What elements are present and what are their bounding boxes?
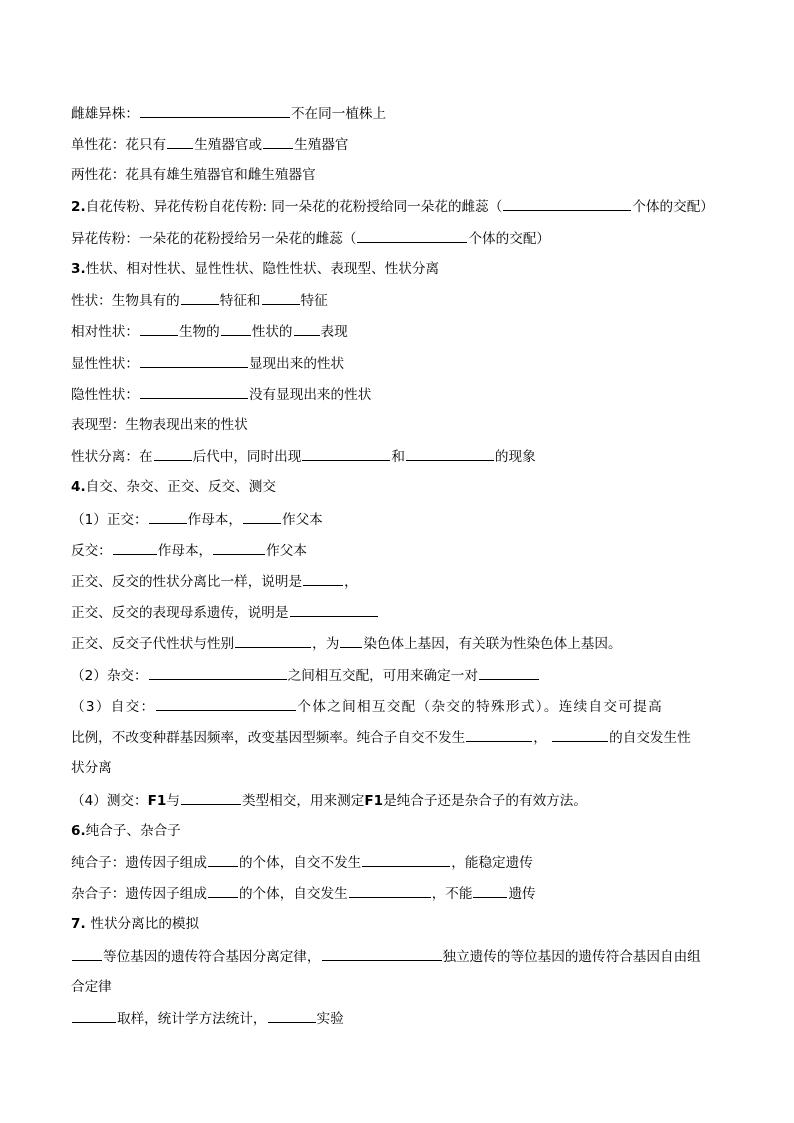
text-segment: 两性花：花具有雄生殖器官和雌生殖器官 <box>71 167 316 183</box>
text-line-l2 <box>71 135 349 154</box>
fill-in-blank[interactable] <box>479 666 539 680</box>
text-segment: 和 <box>391 449 405 465</box>
text-line-l1 <box>71 104 386 123</box>
text-segment: 等位基因的遗传符合基因分离定律， <box>103 949 321 965</box>
text-segment: 的现象 <box>494 449 536 465</box>
text-segment: 正交、反交的性状分离比一样，说明是 <box>71 574 303 590</box>
fill-in-blank[interactable] <box>552 728 608 742</box>
text-segment: 是纯合子还是杂合子的有效方法。 <box>383 793 587 809</box>
text-line-l10 <box>71 385 371 404</box>
text-segment: 显现出来的性状 <box>248 356 345 372</box>
fill-in-blank[interactable] <box>362 853 450 867</box>
text-line-l29 <box>71 978 112 996</box>
text-segment: 与 <box>166 793 180 809</box>
fill-in-blank[interactable] <box>72 1009 116 1023</box>
text-line-l6 <box>71 260 439 278</box>
text-segment: 相对性状： <box>71 324 139 340</box>
text-line-l28 <box>71 947 701 966</box>
fill-in-blank[interactable] <box>167 135 193 149</box>
text-segment: 反交： <box>71 543 112 559</box>
text-segment: 杂合子：遗传因子组成 <box>71 886 207 902</box>
text-segment: 后代中，同时出现 <box>192 449 302 465</box>
fill-in-blank[interactable] <box>322 947 442 961</box>
text-line-l23 <box>71 791 587 810</box>
text-segment: 作父本 <box>282 512 323 528</box>
fill-in-blank[interactable] <box>208 853 238 867</box>
text-line-l30 <box>71 1009 344 1028</box>
text-line-l26 <box>71 884 536 903</box>
text-segment: 遗传 <box>508 886 536 902</box>
text-segment: 显性性状： <box>71 356 139 372</box>
text-segment: ， <box>344 574 358 590</box>
text-segment: 自花传粉、异花传粉自花传粉: 同一朵花的花粉授给同一朵花的雌蕊（ <box>85 199 503 215</box>
text-segment: 之间相互交配，可用来确定一对 <box>287 668 478 684</box>
fill-in-blank[interactable] <box>149 666 287 680</box>
fill-in-blank[interactable] <box>349 884 431 898</box>
text-segment: 个体之间相互交配（杂交的特殊形式）。连续自交可提高 <box>297 699 663 715</box>
fill-in-blank[interactable] <box>181 791 241 805</box>
section-number: 7. <box>71 916 91 932</box>
fill-in-blank[interactable] <box>303 572 343 586</box>
text-segment: 自交、杂交、正交、反交、测交 <box>85 479 276 495</box>
text-segment: 性状分离比的模拟 <box>90 916 200 932</box>
text-segment: 个体的交配） <box>468 231 551 247</box>
fill-in-blank[interactable] <box>466 728 532 742</box>
text-segment: （4）测交： <box>71 793 148 809</box>
text-segment: ，不能 <box>431 886 473 902</box>
text-segment: （3）自交： <box>71 699 156 715</box>
section-number: F1 <box>364 793 384 809</box>
section-number: 6. <box>71 823 86 839</box>
fill-in-blank[interactable] <box>113 541 157 555</box>
fill-in-blank[interactable] <box>262 291 300 305</box>
text-line-l5 <box>71 229 550 248</box>
text-segment: （1）正交： <box>71 512 148 528</box>
text-line-l21 <box>71 728 691 747</box>
fill-in-blank[interactable] <box>503 197 631 211</box>
fill-in-blank[interactable] <box>290 603 378 617</box>
text-segment: 取样，统计学方法统计， <box>117 1011 267 1027</box>
text-segment: 正交、反交的表现母系遗传，说明是 <box>71 605 289 621</box>
fill-in-blank[interactable] <box>149 510 187 524</box>
fill-in-blank[interactable] <box>302 447 390 461</box>
text-segment: 独立遗传的等位基因的遗传符合基因自由组 <box>442 949 701 965</box>
text-line-l7 <box>71 291 328 310</box>
text-segment: 比例，不改变种群基因频率，改变基因型频率。纯合子自交不发生 <box>71 730 466 746</box>
fill-in-blank[interactable] <box>263 135 293 149</box>
text-segment: 合定律 <box>71 979 112 995</box>
text-segment: 作父本 <box>266 543 307 559</box>
text-segment: ，为 <box>312 636 340 652</box>
text-line-l16 <box>71 572 358 591</box>
text-segment: 表现型：生物表现出来的性状 <box>71 417 248 433</box>
fill-in-blank[interactable] <box>406 447 494 461</box>
text-segment: 个体的交配） <box>632 199 714 215</box>
text-segment: 纯合子、杂合子 <box>85 823 181 839</box>
text-segment: 性状：生物具有的 <box>71 293 180 309</box>
text-line-l3 <box>71 166 316 184</box>
text-segment: 生殖器官 <box>294 137 349 153</box>
fill-in-blank[interactable] <box>268 1009 316 1023</box>
text-line-l14 <box>71 510 323 529</box>
fill-in-blank[interactable] <box>154 447 192 461</box>
text-segment: 特征 <box>300 293 328 309</box>
text-line-l4 <box>71 197 714 216</box>
text-line-l22 <box>71 759 112 777</box>
text-segment: 不在同一植株上 <box>290 106 387 122</box>
text-line-l19 <box>71 666 540 685</box>
text-segment: 特征和 <box>219 293 261 309</box>
text-segment: 性状、相对性状、显性性状、隐性性状、表现型、性状分离 <box>85 261 440 277</box>
text-line-l25 <box>71 853 533 872</box>
text-segment: 的个体，自交不发生 <box>238 855 362 871</box>
fill-in-blank[interactable] <box>340 634 362 648</box>
text-segment: 隐性性状： <box>71 387 139 403</box>
fill-in-blank[interactable] <box>243 510 281 524</box>
section-number: 2. <box>71 199 86 215</box>
text-segment: 雌雄异株： <box>71 106 139 122</box>
fill-in-blank[interactable] <box>140 354 248 368</box>
text-segment: ，能稳定遗传 <box>451 855 533 871</box>
fill-in-blank[interactable] <box>140 104 290 118</box>
text-segment: 表现 <box>320 324 348 340</box>
section-number: F1 <box>147 793 167 809</box>
fill-in-blank[interactable] <box>213 541 265 555</box>
fill-in-blank[interactable] <box>72 947 102 961</box>
fill-in-blank[interactable] <box>473 884 507 898</box>
text-segment: 染色体上基因，有关联为性染色体上基因。 <box>363 636 622 652</box>
text-line-l13 <box>71 478 276 496</box>
text-line-l12 <box>71 447 536 466</box>
text-segment: 状分离 <box>71 760 112 776</box>
fill-in-blank[interactable] <box>221 322 251 336</box>
text-segment: 没有显现出来的性状 <box>248 387 372 403</box>
text-line-l17 <box>71 603 379 622</box>
text-line-l9 <box>71 354 344 373</box>
text-line-l11 <box>71 416 248 434</box>
text-segment: 类型相交，用来测定 <box>241 793 365 809</box>
text-line-l24 <box>71 822 181 840</box>
fill-in-blank[interactable] <box>156 697 296 711</box>
text-segment: 性状的 <box>251 324 293 340</box>
text-segment: ， <box>533 730 552 746</box>
section-number: 3. <box>71 261 86 277</box>
text-line-l8 <box>71 322 348 341</box>
fill-in-blank[interactable] <box>181 291 219 305</box>
text-segment: 生物的 <box>178 324 220 340</box>
text-segment: 性状分离：在 <box>71 449 153 465</box>
text-segment: 单性花：花只有 <box>71 137 167 153</box>
text-segment: 纯合子：遗传因子组成 <box>71 855 207 871</box>
text-segment: （2）杂交： <box>71 668 148 684</box>
fill-in-blank[interactable] <box>235 634 311 648</box>
text-segment: 实验 <box>316 1011 344 1027</box>
text-line-l15 <box>71 541 307 560</box>
text-segment: 的自交发生性 <box>609 730 691 746</box>
text-segment: 生殖器官或 <box>194 137 263 153</box>
fill-in-blank[interactable] <box>208 884 238 898</box>
text-segment: 作母本， <box>157 543 213 559</box>
text-segment: 正交、反交子代性状与性别 <box>71 636 235 652</box>
text-line-l18 <box>71 634 622 653</box>
text-line-l27 <box>71 915 199 933</box>
section-number: 4. <box>71 479 86 495</box>
text-segment: 异花传粉：一朵花的花粉授给另一朵花的雌蕊（ <box>71 231 357 247</box>
fill-in-blank[interactable] <box>294 322 320 336</box>
fill-in-blank[interactable] <box>140 322 178 336</box>
fill-in-blank[interactable] <box>140 385 248 399</box>
text-segment: 的个体，自交发生 <box>238 886 348 902</box>
fill-in-blank[interactable] <box>357 229 467 243</box>
text-segment: 作母本， <box>187 512 242 528</box>
text-line-l20 <box>71 697 663 716</box>
